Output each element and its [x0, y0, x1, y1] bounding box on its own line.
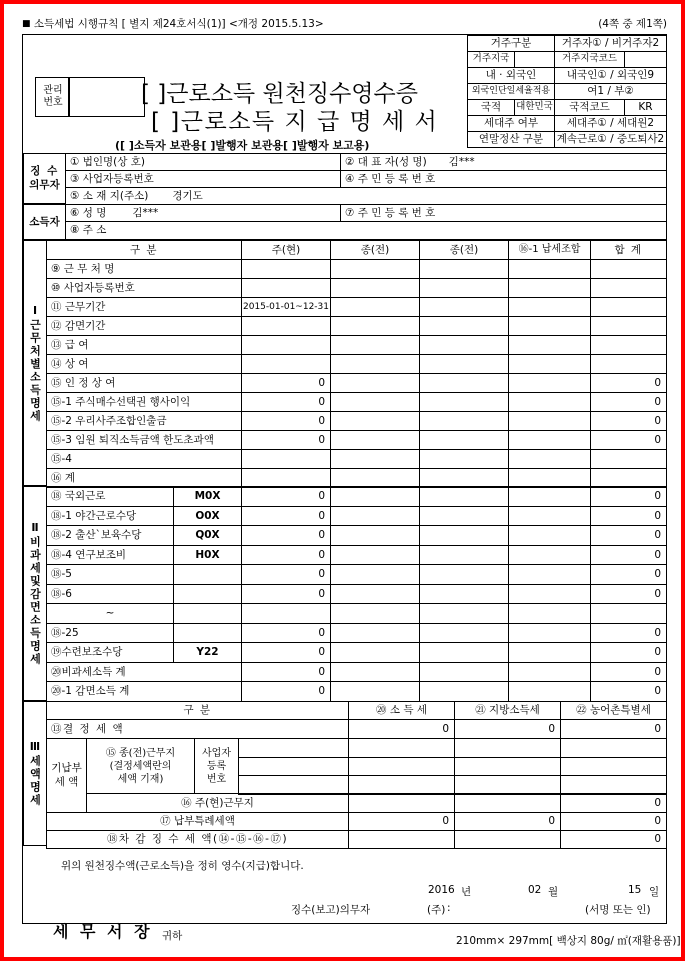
- section2-cell-total[interactable]: 0: [590, 545, 667, 566]
- section1-cell-prev2[interactable]: [419, 297, 509, 317]
- section2-cell-assoc[interactable]: [508, 642, 591, 663]
- prepaid-prev-cell-rural[interactable]: [560, 738, 667, 758]
- nationality-domestic-foreign-label: 내 · 외국인: [467, 67, 555, 84]
- section3-col-rural-tax: ㉒ 농어촌특별세: [560, 701, 667, 720]
- section2-row-label: ⑱-1 야간근로수당: [46, 506, 174, 527]
- section1-cell-assoc[interactable]: [508, 430, 591, 450]
- section2-cell-prev1[interactable]: [330, 642, 420, 663]
- section1-cell-prev1[interactable]: [330, 354, 420, 374]
- section1-cell-total[interactable]: 0: [590, 392, 667, 412]
- current-workplace-local[interactable]: [454, 793, 561, 813]
- section2-row-label: ~: [46, 603, 174, 624]
- section1-cell-current[interactable]: [241, 354, 331, 374]
- signature-note: (서명 또는 인): [585, 904, 651, 916]
- section1-cell-assoc[interactable]: [508, 449, 591, 469]
- section1-row-label: ⑭ 상 여: [46, 354, 242, 374]
- residency-country-code-value[interactable]: [624, 51, 667, 68]
- section1-cell-total[interactable]: 0: [590, 411, 667, 431]
- year-end-settlement-value[interactable]: 계속근로① / 중도퇴사2: [554, 131, 667, 148]
- section2-cell-current[interactable]: 0: [241, 525, 331, 546]
- section2-row-label: ⑲수련보조수당: [46, 642, 174, 663]
- section1-cell-total[interactable]: [590, 316, 667, 336]
- section1-cell-current[interactable]: 0: [241, 373, 331, 393]
- form-header-line: ■ 소득세법 시행규칙 [ 별지 제24호서식(1)] <개정 2015.5.13> (4쪽 중 제1쪽): [22, 18, 667, 30]
- issue-month[interactable]: 02: [528, 884, 542, 896]
- section1-cell-current[interactable]: 0: [241, 411, 331, 431]
- section1-cell-assoc[interactable]: [508, 411, 591, 431]
- company-mark: (주): [427, 904, 446, 916]
- section1-cell-prev1[interactable]: [330, 297, 420, 317]
- section2-row-label: ⑳비과세소득 계: [46, 662, 242, 683]
- section2-cell-total[interactable]: 0: [590, 623, 667, 644]
- section1-row-label: ⑮-2 우리사주조합인출금: [46, 411, 242, 431]
- section1-cell-prev2[interactable]: [419, 392, 509, 412]
- section2-row-code[interactable]: Q0X: [173, 525, 242, 546]
- section2-row-code[interactable]: Y22: [173, 642, 242, 663]
- section2-cell-current[interactable]: 0: [241, 662, 331, 683]
- section2-cell-current[interactable]: 0: [241, 564, 331, 585]
- section-1-vertical-label: Ⅰ근무처별소득명세: [23, 240, 47, 486]
- section1-cell-prev2[interactable]: [419, 335, 509, 355]
- tax-office-suffix: 귀하: [162, 930, 183, 942]
- section-2-vertical-label: Ⅱ비과세및감면소득명세: [23, 486, 47, 701]
- section2-cell-prev2[interactable]: [419, 603, 509, 624]
- section1-cell-current[interactable]: 2015-01-01~12-31: [241, 297, 331, 317]
- section1-cell-prev1[interactable]: [330, 278, 420, 298]
- section2-cell-prev2[interactable]: [419, 584, 509, 605]
- residency-type-value[interactable]: 거주자① / 비거주자2: [554, 35, 667, 52]
- prepaid-prev-cell-rural[interactable]: [560, 757, 667, 777]
- section2-cell-current[interactable]: [241, 603, 331, 624]
- payer-address-label: ⑤ 소 재 지(주소): [70, 189, 149, 202]
- household-head-value[interactable]: 세대주① / 세대원2: [554, 115, 667, 132]
- section2-cell-total[interactable]: 0: [590, 564, 667, 585]
- section1-cell-prev2[interactable]: [419, 449, 509, 469]
- section1-cell-prev1[interactable]: [330, 259, 420, 279]
- section2-cell-prev1[interactable]: [330, 681, 420, 702]
- section1-row-label: ⑮ 인 정 상 여: [46, 373, 242, 393]
- current-workplace-label: ⑯ 주(현)근무지: [86, 793, 349, 813]
- prepaid-prev-cell-local[interactable]: [454, 738, 561, 758]
- section2-row-label: ⑱-2 출산`보육수당: [46, 525, 174, 546]
- section1-cell-total[interactable]: [590, 278, 667, 298]
- nationality-code-value[interactable]: KR: [624, 99, 667, 116]
- section2-cell-assoc[interactable]: [508, 681, 591, 702]
- section2-cell-total[interactable]: 0: [590, 662, 667, 683]
- nationality-value[interactable]: 대한민국: [514, 99, 555, 116]
- section1-row-label: ⑫ 감면기간: [46, 316, 242, 336]
- income-earner-label: 소득자: [23, 204, 66, 240]
- section2-cell-current[interactable]: 0: [241, 681, 331, 702]
- section2-cell-current[interactable]: 0: [241, 584, 331, 605]
- section2-cell-prev2[interactable]: [419, 662, 509, 683]
- section2-row-label: ⑱ 국외근로: [46, 486, 174, 507]
- section1-row-label: ⑨ 근 무 처 명: [46, 259, 242, 279]
- section1-cell-assoc[interactable]: [508, 316, 591, 336]
- section2-cell-assoc[interactable]: [508, 584, 591, 605]
- determined-tax-local[interactable]: 0: [454, 719, 561, 739]
- earner-name-value[interactable]: 김***: [132, 206, 159, 219]
- section2-cell-prev1[interactable]: [330, 506, 420, 527]
- section2-cell-prev2[interactable]: [419, 681, 509, 702]
- section1-cell-prev1[interactable]: [330, 430, 420, 450]
- prepaid-business-number-input[interactable]: [238, 757, 349, 777]
- payer-corporate-name-label: ① 법인명(상 호): [65, 153, 341, 171]
- household-head-label: 세대주 여부: [467, 115, 555, 132]
- paper-specification: 210mm× 297mm[ 백상지 80g/ ㎡(재활용품)]: [456, 935, 681, 947]
- prepaid-prev-cell-income[interactable]: [348, 757, 455, 777]
- issue-year[interactable]: 2016: [428, 884, 455, 896]
- payer-address-value[interactable]: 경기도: [172, 189, 203, 202]
- earner-name-label: ⑥ 성 명: [70, 206, 107, 219]
- payer-business-number-label: ③ 사업자등록번호: [65, 170, 341, 188]
- special-payment-tax-label: ⑰ 납부특례세액: [46, 812, 349, 831]
- prepaid-prev-cell-local[interactable]: [454, 757, 561, 777]
- section2-cell-assoc[interactable]: [508, 564, 591, 585]
- section1-col-prev1: 종(전): [330, 240, 420, 260]
- section2-cell-total[interactable]: 0: [590, 584, 667, 605]
- prepaid-previous-workplace-label: ⑮ 종(전)근무지 (결정세액란의 세액 기재): [86, 738, 195, 794]
- section2-cell-prev2[interactable]: [419, 486, 509, 507]
- section2-cell-prev2[interactable]: [419, 545, 509, 566]
- section-3-vertical-label: Ⅲ세액명세: [23, 701, 47, 846]
- section1-cell-current[interactable]: 0: [241, 392, 331, 412]
- section2-cell-prev2[interactable]: [419, 525, 509, 546]
- section1-cell-prev1[interactable]: [330, 411, 420, 431]
- final-withholding-tax-local[interactable]: [454, 830, 561, 849]
- section2-row-label: ⑱-4 연구보조비: [46, 545, 174, 566]
- section1-row-label: ⑮-4: [46, 449, 242, 469]
- document-title-line1: [ ]근로소득 원천징수영수증: [141, 81, 418, 107]
- section1-cell-total[interactable]: 0: [590, 373, 667, 393]
- receipt-statement: 위의 원천징수액(근로소득)을 정히 영수(지급)합니다.: [61, 860, 304, 872]
- prepaid-tax-label: 기납부 세 액: [46, 738, 87, 813]
- residency-type-label: 거주구분: [467, 35, 555, 52]
- section1-col-prev2: 종(전): [419, 240, 509, 260]
- section2-row-code[interactable]: [173, 603, 242, 624]
- section1-cell-prev1[interactable]: [330, 373, 420, 393]
- section1-cell-current[interactable]: [241, 278, 331, 298]
- section1-col-tax-association: ⑯-1 납세조합: [508, 240, 591, 260]
- payer-representative-value[interactable]: 김***: [448, 155, 475, 168]
- section2-cell-total[interactable]: 0: [590, 681, 667, 702]
- section1-cell-prev1[interactable]: [330, 468, 420, 488]
- section2-cell-total[interactable]: 0: [590, 506, 667, 527]
- section2-cell-assoc[interactable]: [508, 545, 591, 566]
- payer-address-cell: [65, 187, 667, 205]
- section2-row-code[interactable]: [173, 584, 242, 605]
- payer-representative-cell: [340, 153, 667, 171]
- section2-cell-assoc[interactable]: [508, 486, 591, 507]
- document-inner: [8, 8, 681, 957]
- section1-cell-current[interactable]: [241, 468, 331, 488]
- prepaid-prev-cell-rural[interactable]: [560, 775, 667, 795]
- section1-cell-prev2[interactable]: [419, 316, 509, 336]
- section1-cell-prev2[interactable]: [419, 278, 509, 298]
- form-legal-reference: 소득세법 시행규칙 [ 별지 제24호서식(1)] <개정 2015.5.13>: [33, 18, 324, 30]
- section2-cell-prev1[interactable]: [330, 623, 420, 644]
- section1-cell-prev2[interactable]: [419, 259, 509, 279]
- section2-cell-current[interactable]: 0: [241, 506, 331, 527]
- management-number-label-box: 관리 번호: [35, 77, 69, 117]
- section1-row-label: ⑪ 근무기간: [46, 297, 242, 317]
- section1-cell-assoc[interactable]: [508, 278, 591, 298]
- earner-name-cell: [65, 204, 341, 222]
- section1-cell-assoc[interactable]: [508, 297, 591, 317]
- section2-row-label: ⑱-25: [46, 623, 174, 644]
- special-payment-tax-income[interactable]: 0: [348, 812, 455, 831]
- section2-cell-total[interactable]: 0: [590, 642, 667, 663]
- section1-cell-prev2[interactable]: [419, 411, 509, 431]
- section2-row-label: ⑱-6: [46, 584, 174, 605]
- section1-row-label: ⑬ 급 여: [46, 335, 242, 355]
- section1-cell-total[interactable]: [590, 468, 667, 488]
- residency-country-code-label: 거주지국코드: [554, 51, 625, 68]
- determined-tax-income[interactable]: 0: [348, 719, 455, 739]
- section2-row-label: ⑱-5: [46, 564, 174, 585]
- determined-tax-label: ⑬결 정 세 액: [46, 719, 349, 739]
- section1-cell-current[interactable]: [241, 316, 331, 336]
- section1-cell-current[interactable]: 0: [241, 430, 331, 450]
- section2-cell-assoc[interactable]: [508, 506, 591, 527]
- section2-cell-assoc[interactable]: [508, 623, 591, 644]
- earner-address-label: ⑧ 주 소: [65, 221, 667, 240]
- section1-cell-current[interactable]: [241, 259, 331, 279]
- section1-row-label: ⑮-3 임원 퇴직소득금액 한도초과액: [46, 430, 242, 450]
- final-withholding-tax-income[interactable]: [348, 830, 455, 849]
- year-end-settlement-label: 연말정산 구분: [467, 131, 555, 148]
- prepaid-prev-cell-income[interactable]: [348, 738, 455, 758]
- section1-cell-prev2[interactable]: [419, 468, 509, 488]
- special-payment-tax-rural[interactable]: 0: [560, 812, 667, 831]
- section2-row-code[interactable]: [173, 564, 242, 585]
- section2-cell-total[interactable]: 0: [590, 525, 667, 546]
- section2-cell-current[interactable]: 0: [241, 486, 331, 507]
- section1-cell-prev1[interactable]: [330, 335, 420, 355]
- issue-day-unit: 일: [649, 886, 660, 898]
- section3-col-local-tax: ㉑ 지방소득세: [454, 701, 561, 720]
- final-withholding-tax-rural[interactable]: 0: [560, 830, 667, 849]
- section1-cell-assoc[interactable]: [508, 468, 591, 488]
- prepaid-business-number-label: 사업자 등록 번호: [194, 738, 239, 794]
- document-frame: 관리 번호 [ ]근로소득 원천징수영수증 [ ]근로소득 지 급 명 세 서 ([ ]소득자 보관용[ ]발행자 보관용[ ]발행자 보고용) 거주구분 거주자① / 비거주자2 거주지국 거주지국코드 내 · 외국인 내국인① / 외국인9 외국인단일세율적용 여1 / 부② 국적 대한민국 국적코드 KR 세대주 여부 세대주① / 세대원2 연말정산 구분 계속근로① / 중도퇴사2 징 수 의무자 ① 법인명(상 호) ② 대 표 자(성 명) 김*** ③ 사업자등록번호 ④ 주 민 등 록 번 호 ⑤ 소 재 지(주소) 경기도 소득자 ⑥ 성 명 김*** ⑦ 주 민 등 록 번 호 ⑧ 주 소 Ⅰ근무처별소득명세 구 분 주(현) 종(전) 종(전) ⑯-1 납세조합 합 계 ⑨ 근 무 처 명 ⑩ 사업자등록번호 ⑪ 근무기간 2015-01-01~12-31 ⑫ 감면기간 ⑬ 급 여 ⑭ 상 여 ⑮ 인 정 상 여 0 0 ⑮-1 주식매수선택권 행사이익 0 0 ⑮-2 우리사주조합인출금 0 0 ⑮-3 임원 퇴직소득금액 한도초과액 0 0 ⑮-4 ⑯ 계 Ⅱ비과세및감면소득명세 ⑱ 국외근로 M0X 0 0 ⑱-1 야간근로수당 O0X 0 0 ⑱-2 출산`보육수당 Q0X 0 0 ⑱-4 연구보조비 H0X 0 0 ⑱-5 0 0 ⑱-6 0 0 ~ ⑱-25 0 0 ⑲수련보조수당 Y22 0 0 ⑳비과세소득 계 0 0 ⑳-1 감면소득 계 0 0 Ⅲ세액명세 구 분 ⑳ 소 득 세 ㉑ 지방소득세 ㉒ 농어촌특별세 ⑬결 정 세 액 0 0 0 기납부 세 액 ⑮ 종(전)근무지 (결정세액란의 세액 기재) 사업자 등록 번호 ⑯ 주(현)근무지 0 ⑰ 납부특례세액 0 0 0 ⑱차 감 징 수 세 액(⑭-⑮-⑯-⑰) 0 위의 원천징수액(근로소득)을 정히 영수(지급)합니다. 2016 년 02 월 15 일 징수(보고)의무자 (주) : (서명 또는 인) 세 무 서 장 귀하: [22, 34, 667, 924]
- determined-tax-rural[interactable]: 0: [560, 719, 667, 739]
- section1-cell-total[interactable]: [590, 449, 667, 469]
- section1-row-label: ⑯ 계: [46, 468, 242, 488]
- section1-cell-assoc[interactable]: [508, 335, 591, 355]
- document-title-copy-options: ([ ]소득자 보관용[ ]발행자 보관용[ ]발행자 보고용): [115, 139, 370, 152]
- residency-country-label: 거주지국: [467, 51, 515, 68]
- current-workplace-income[interactable]: [348, 793, 455, 813]
- prepaid-business-number-input[interactable]: [238, 738, 349, 758]
- section1-col-category: 구 분: [46, 240, 242, 260]
- section1-cell-current[interactable]: [241, 335, 331, 355]
- earner-resident-number-label: ⑦ 주 민 등 록 번 호: [340, 204, 667, 222]
- section1-cell-total[interactable]: [590, 297, 667, 317]
- section3-col-category: 구 분: [46, 701, 349, 720]
- prepaid-prev-cell-income[interactable]: [348, 775, 455, 795]
- section1-cell-prev1[interactable]: [330, 316, 420, 336]
- section2-row-code[interactable]: H0X: [173, 545, 242, 566]
- page-number-label: (4쪽 중 제1쪽): [598, 18, 667, 30]
- section2-cell-total[interactable]: 0: [590, 486, 667, 507]
- section2-cell-prev1[interactable]: [330, 662, 420, 683]
- final-withholding-tax-label: ⑱차 감 징 수 세 액(⑭-⑮-⑯-⑰): [46, 830, 349, 849]
- prepaid-prev-cell-local[interactable]: [454, 775, 561, 795]
- special-payment-tax-local[interactable]: 0: [454, 812, 561, 831]
- issue-year-unit: 년: [461, 886, 472, 898]
- foreigner-flat-rate-label: 외국인단일세율적용: [467, 83, 555, 100]
- section1-col-current: 주(현): [241, 240, 331, 260]
- current-workplace-rural[interactable]: 0: [560, 793, 667, 813]
- section2-row-label: ⑳-1 감면소득 계: [46, 681, 242, 702]
- section1-cell-prev2[interactable]: [419, 373, 509, 393]
- section2-cell-prev2[interactable]: [419, 564, 509, 585]
- section2-cell-assoc[interactable]: [508, 525, 591, 546]
- section1-row-label: ⑩ 사업자등록번호: [46, 278, 242, 298]
- section2-row-code[interactable]: [173, 623, 242, 644]
- section2-cell-prev1[interactable]: [330, 584, 420, 605]
- residency-country-value[interactable]: [514, 51, 555, 68]
- document-title-line2: [ ]근로소득 지 급 명 세 서: [151, 109, 439, 135]
- section3-col-income-tax: ⑳ 소 득 세: [348, 701, 455, 720]
- section2-cell-prev1[interactable]: [330, 545, 420, 566]
- section2-cell-prev1[interactable]: [330, 525, 420, 546]
- section2-cell-current[interactable]: 0: [241, 623, 331, 644]
- management-number-input[interactable]: [69, 77, 145, 117]
- section2-cell-prev1[interactable]: [330, 603, 420, 624]
- payer-resident-number-label: ④ 주 민 등 록 번 호: [340, 170, 667, 188]
- section1-cell-current[interactable]: [241, 449, 331, 469]
- foreigner-flat-rate-value[interactable]: 여1 / 부②: [554, 83, 667, 100]
- issue-month-unit: 월: [548, 886, 559, 898]
- withholding-duty-label: 징수(보고)의무자: [291, 904, 371, 916]
- withholding-agent-label: 징 수 의무자: [23, 153, 66, 204]
- nationality-label: 국적: [467, 99, 515, 116]
- section1-cell-prev1[interactable]: [330, 449, 420, 469]
- tax-office-head-label: 세 무 서 장: [53, 922, 153, 941]
- prepaid-business-number-input[interactable]: [238, 775, 349, 795]
- section2-cell-prev2[interactable]: [419, 623, 509, 644]
- section2-row-code[interactable]: O0X: [173, 506, 242, 527]
- section2-row-code[interactable]: M0X: [173, 486, 242, 507]
- section2-cell-assoc[interactable]: [508, 662, 591, 683]
- section2-cell-current[interactable]: 0: [241, 642, 331, 663]
- section1-cell-total[interactable]: [590, 354, 667, 374]
- section2-cell-prev2[interactable]: [419, 506, 509, 527]
- section1-cell-assoc[interactable]: [508, 392, 591, 412]
- section1-cell-total[interactable]: 0: [590, 430, 667, 450]
- section1-row-label: ⑮-1 주식매수선택권 행사이익: [46, 392, 242, 412]
- section2-cell-prev2[interactable]: [419, 642, 509, 663]
- payer-representative-label: ② 대 표 자(성 명): [345, 155, 427, 168]
- section1-cell-total[interactable]: [590, 335, 667, 355]
- section1-cell-assoc[interactable]: [508, 354, 591, 374]
- section1-cell-prev2[interactable]: [419, 430, 509, 450]
- section2-cell-current[interactable]: 0: [241, 545, 331, 566]
- section1-cell-assoc[interactable]: [508, 373, 591, 393]
- section1-cell-total[interactable]: [590, 259, 667, 279]
- nationality-code-label: 국적코드: [554, 99, 625, 116]
- issue-day[interactable]: 15: [628, 884, 642, 896]
- section1-col-total: 합 계: [590, 240, 667, 260]
- nationality-domestic-foreign-value[interactable]: 내국인① / 외국인9: [554, 67, 667, 84]
- section1-cell-prev2[interactable]: [419, 354, 509, 374]
- section2-cell-prev1[interactable]: [330, 486, 420, 507]
- section2-cell-prev1[interactable]: [330, 564, 420, 585]
- section2-cell-assoc[interactable]: [508, 603, 591, 624]
- section1-cell-prev1[interactable]: [330, 392, 420, 412]
- section1-cell-assoc[interactable]: [508, 259, 591, 279]
- section2-cell-total[interactable]: [590, 603, 667, 624]
